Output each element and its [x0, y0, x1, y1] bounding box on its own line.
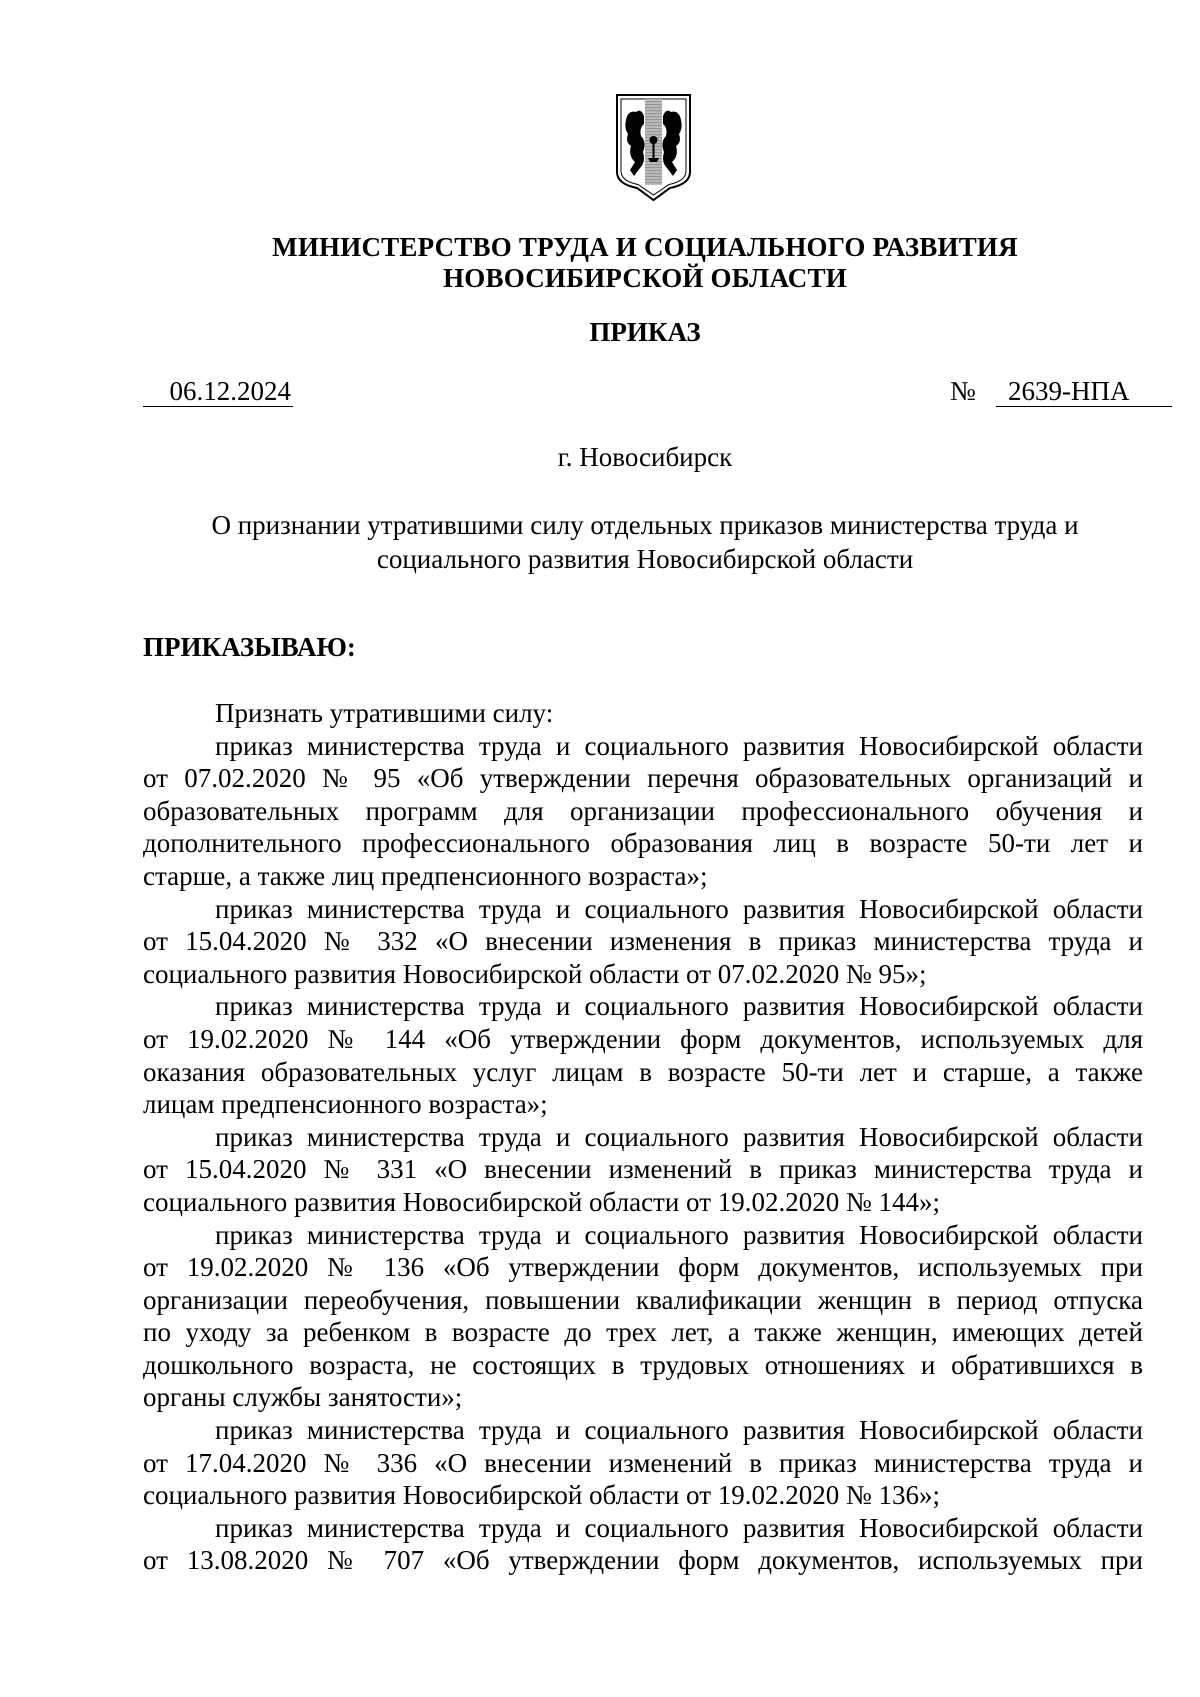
body-line: приказ министерства труда и социального развития Новосибирской области — [215, 1512, 1143, 1543]
body-line: приказ министерства труда и социального развития Новосибирской области — [215, 1121, 1143, 1152]
body-line: приказ министерства труда и социального развития Новосибирской области — [215, 991, 1143, 1022]
body-line: приказ министерства труда и социального развития Новосибирской области — [215, 1219, 1143, 1250]
document-number: 2639-НПА — [996, 375, 1172, 407]
body-line: от 07.02.2020 № 95 «Об утверждении перечня образовательных организаций и — [143, 763, 1143, 794]
body-line: от 19.02.2020 № 144 «Об утверждении форм документов, используемых для — [143, 1023, 1143, 1054]
body-line: социального развития Новосибирской области от 19.02.2020 № 136»; — [143, 1480, 941, 1511]
body-line: старше, а также лиц предпенсионного возраста»; — [143, 860, 708, 891]
body-line: приказ министерства труда и социального развития Новосибирской области — [215, 1415, 1143, 1446]
document-body — [143, 697, 1143, 1577]
ministry-name — [145, 232, 1145, 294]
number-sign: № — [950, 376, 976, 406]
document-subject — [145, 508, 1145, 576]
body-line: от 15.04.2020 № 332 «О внесении изменения в приказ министерства труда и — [143, 926, 1143, 957]
body-line: по уходу за ребенком в возрасте до трех лет, а также женщин, имеющих детей — [143, 1317, 1143, 1348]
body-line: от 17.04.2020 № 336 «О внесении изменений в приказ министерства труда и — [143, 1447, 1143, 1478]
body-line: от 15.04.2020 № 331 «О внесении изменений в приказ министерства труда и — [143, 1154, 1143, 1185]
body-line: от 19.02.2020 № 136 «Об утверждении форм документов, используемых при — [143, 1252, 1143, 1283]
subject-line: социального развития Новосибирской области — [376, 544, 914, 574]
body-line: социального развития Новосибирской области от 19.02.2020 № 144»; — [143, 1186, 941, 1217]
body-line: социального развития Новосибирской области от 07.02.2020 № 95»; — [143, 958, 927, 989]
body-line: дошкольного возраста, не состоящих в трудовых отношениях и обратившихся в — [143, 1349, 1143, 1380]
body-line: от 13.08.2020 № 707 «Об утверждении форм документов, используемых при — [143, 1545, 1143, 1576]
coat-of-arms-icon — [614, 92, 693, 202]
body-line: оказания образовательных услуг лицам в возрасте 50-ти лет и старше, а также — [143, 1056, 1143, 1087]
ministry-name-line1: МИНИСТЕРСТВО ТРУДА И СОЦИАЛЬНОГО РАЗВИТИЯ — [272, 232, 1018, 262]
order-word: ПРИКАЗЫВАЮ: — [143, 632, 356, 662]
body-line: приказ министерства труда и социального развития Новосибирской области — [215, 730, 1143, 761]
ministry-name-line2: НОВОСИБИРСКОЙ ОБЛАСТИ — [443, 263, 847, 293]
body-line: лицам предпенсионного возраста»; — [143, 1089, 548, 1120]
body-line: образовательных программ для организации профессионального обучения и — [143, 795, 1143, 826]
document-type: ПРИКАЗ — [589, 317, 701, 347]
document-date: 06.12.2024 — [143, 375, 293, 407]
body-line: Признать утратившими силу: — [215, 698, 554, 728]
body-line: организации переобучения, повышении квалификации женщин в период отпуска — [143, 1284, 1143, 1315]
subject-line: О признании утратившими силу отдельных приказов министерства труда и — [211, 510, 1079, 540]
city: г. Новосибирск — [557, 442, 733, 472]
body-line: органы службы занятости»; — [143, 1382, 463, 1413]
body-line: дополнительного профессионального образования лиц в возрасте 50-ти лет и — [143, 828, 1143, 859]
body-line: приказ министерства труда и социального развития Новосибирской области — [215, 893, 1143, 924]
